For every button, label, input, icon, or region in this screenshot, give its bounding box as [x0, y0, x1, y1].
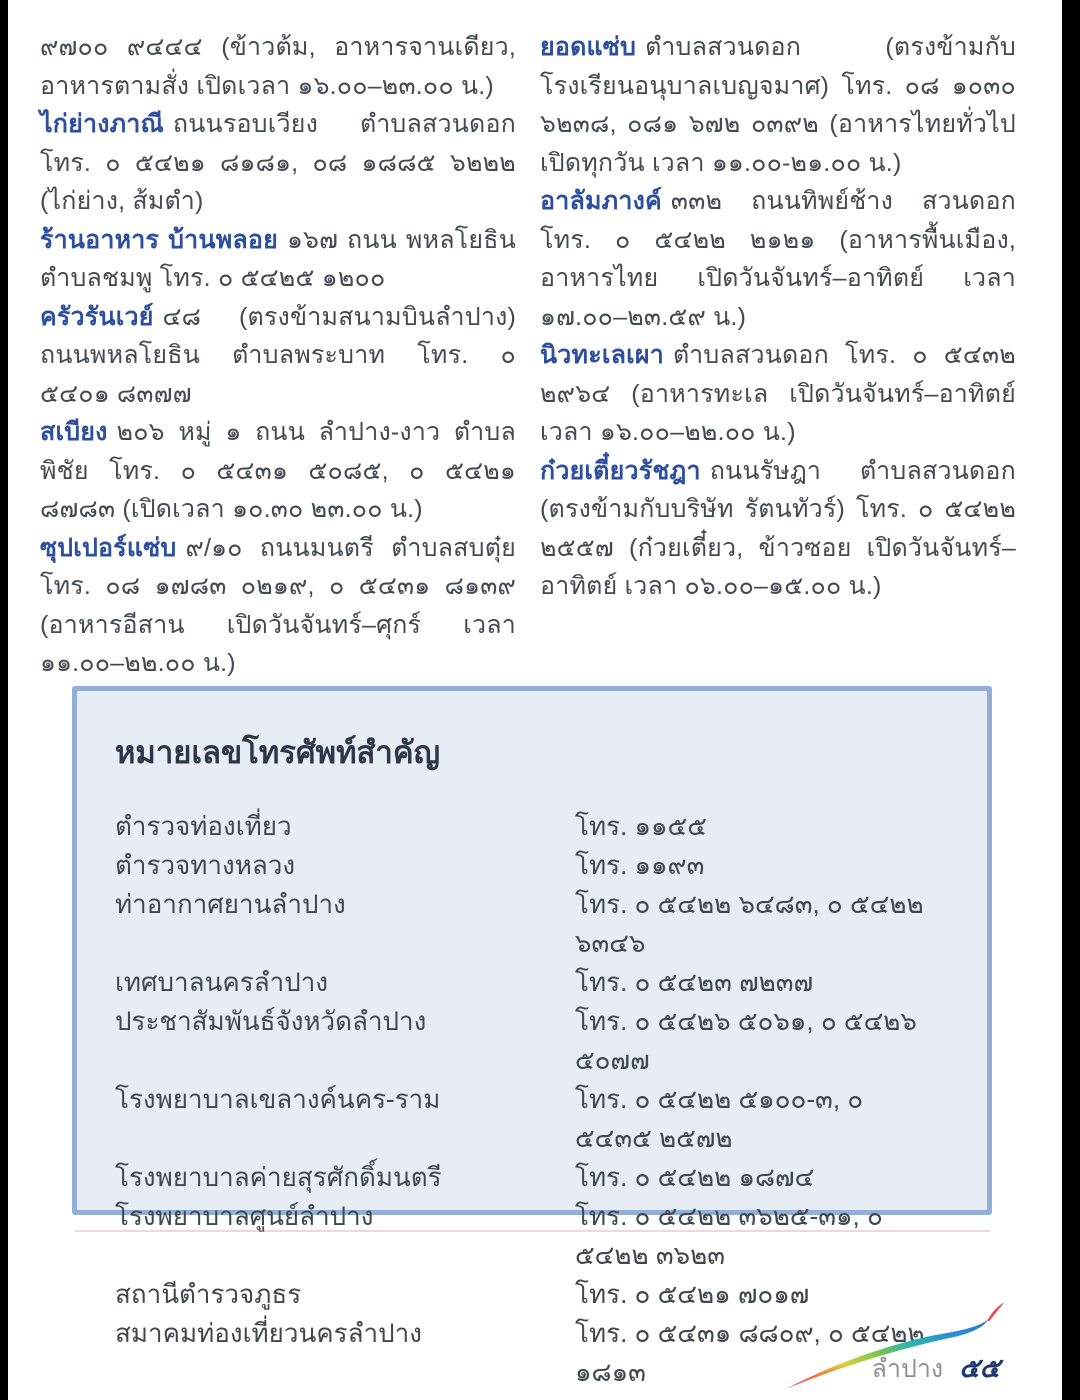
- phone-row: [115, 1080, 947, 1158]
- listing-column-left: [40, 28, 516, 683]
- phone-entity-label: เทศบาลนครลำปาง: [115, 967, 329, 997]
- restaurant-details: ถนนรอบเวียง ตำบลสวนดอก โทร. ๐ ๕๔๒๑ ๘๑๘๑, ๐๘ ๑๘๘๕ ๖๒๒๒ (ไก่ย่าง, ส้มตำ): [40, 110, 516, 215]
- restaurant-entry: [540, 336, 1016, 452]
- phone-number: โทร. ๐ ๕๔๓๑ ๘๘๐๙, ๐ ๕๔๒๒ ๑๘๑๓: [575, 1318, 925, 1387]
- phone-row: [115, 1197, 947, 1275]
- restaurant-name: ก๋วยเตี๋ยวรัชฎา: [540, 456, 701, 485]
- phone-number: โทร. ๐ ๕๔๒๒ ๓๖๒๕-๓๑, ๐ ๕๔๒๒ ๓๖๒๓: [575, 1201, 883, 1270]
- restaurant-name: อาลัมภางค์: [540, 187, 662, 215]
- important-phone-numbers-box: [72, 686, 992, 1387]
- restaurant-name: ยอดแซ่บ: [540, 33, 637, 61]
- phone-entity-label: ท่าอากาศยานลำปาง: [115, 889, 346, 919]
- phone-number: โทร. ๐ ๕๔๒๑ ๗๐๑๗: [575, 1279, 810, 1309]
- restaurant-name: ซุปเปอร์แซ่บ: [40, 533, 177, 562]
- phone-number: โทร. ๐ ๕๔๒๒ ๖๔๘๓, ๐ ๕๔๒๒ ๖๓๔๖: [575, 889, 924, 958]
- restaurant-entry: [40, 529, 516, 683]
- phone-row: [115, 807, 947, 846]
- restaurant-entry: [540, 182, 1016, 336]
- restaurant-listings: [40, 28, 1016, 683]
- phone-number: โทร. ๐ ๕๔๒๒ ๕๑๐๐-๓, ๐ ๕๔๓๕ ๒๕๗๒: [575, 1084, 864, 1153]
- restaurant-name: ร้านอาหาร บ้านพลอย: [40, 225, 278, 254]
- restaurant-name: ไก่ย่างภาณี: [40, 110, 164, 138]
- restaurant-entry: [540, 28, 1016, 182]
- restaurant-details: ๔๘ (ตรงข้ามสนามบินลำปาง) ถนนพหลโยธิน ตำบลพระบาท โทร. ๐ ๕๔๐๑ ๘๓๗๗: [40, 302, 516, 408]
- phone-number: โทร. ๐ ๕๔๒๓ ๗๒๓๗: [575, 967, 814, 997]
- phone-row: [115, 1158, 947, 1197]
- phone-row: [115, 1002, 947, 1080]
- restaurant-details: ๓๓๒ ถนนทิพย์ช้าง สวนดอก โทร. ๐ ๕๔๒๒ ๒๑๒๑ (อาหารพื้นเมือง, อาหารไทย เปิดวันจันทร์–อาทิตย์ เวลา ๑๗.๐๐–๒๓.๕๙ น.): [540, 187, 1016, 331]
- restaurant-details: ๑๖๗ ถนน พหลโยธิน ตำบลชมพู โทร. ๐ ๕๔๒๕ ๑๒๐๐: [40, 225, 516, 292]
- phone-entity-label: ตำรวจท่องเที่ยว: [115, 811, 292, 841]
- phone-row: [115, 963, 947, 1002]
- restaurant-name: สเบียง: [40, 418, 108, 446]
- restaurant-name: นิวทะเลเผา: [540, 341, 664, 369]
- restaurant-entry: [540, 452, 1016, 606]
- restaurant-details: ตำบลสวนดอก (ตรงข้ามกับโรงเรียนอนุบาลเบญจมาศ) โทร. ๐๘ ๑๐๓๐ ๖๒๓๘, ๐๘๑ ๖๗๒ ๐๓๙๒ (อาหารไทยทั่วไป เปิดทุกวัน เวลา ๑๑.๐๐-๒๑.๐๐ น.): [540, 33, 1016, 177]
- restaurant-entry: [40, 105, 516, 221]
- restaurant-entry: [40, 28, 516, 105]
- restaurant-details: ๙/๑๐ ถนนมนตรี ตำบลสบตุ๋ย โทร. ๐๘ ๑๗๘๓ ๐๒๑๙, ๐ ๕๔๓๑ ๘๑๓๙ (อาหารอีสาน เปิดวันจันทร์–ศุกร์ เวลา ๑๑.๐๐–๒๒.๐๐ น.): [40, 533, 516, 677]
- phone-entity-label: โรงพยาบาลเขลางค์นคร-ราม: [115, 1084, 441, 1114]
- phone-entity-label: สถานีตำรวจภูธร: [115, 1279, 302, 1309]
- phone-entity-label: โรงพยาบาลค่ายสุรศักดิ์มนตรี: [115, 1162, 442, 1192]
- scan-edge-right: [1062, 0, 1080, 1400]
- phone-entity-label: โรงพยาบาลศูนย์ลำปาง: [115, 1201, 374, 1231]
- restaurant-name: ครัวรันเวย์: [40, 302, 154, 331]
- restaurant-details: ตำบลสวนดอก โทร. ๐ ๕๔๓๒ ๒๙๖๔ (อาหารทะเล เปิดวันจันทร์–อาทิตย์ เวลา ๑๖.๐๐–๒๒.๐๐ น.): [540, 341, 1016, 446]
- phone-number: โทร. ๑๑๕๕: [575, 811, 707, 841]
- phone-number: โทร. ๐ ๕๔๒๒ ๑๘๗๔: [575, 1162, 815, 1192]
- phone-entity-label: สมาคมท่องเที่ยวนครลำปาง: [115, 1318, 422, 1348]
- restaurant-details: ถนนรัษฎา ตำบลสวนดอก (ตรงข้ามกับบริษัท รัตนทัวร์) โทร. ๐ ๕๔๒๒ ๒๕๕๗ (ก๋วยเตี๋ยว, ข้าวซอย เปิดวันจันทร์–อาทิตย์ เวลา ๐๖.๐๐–๑๕.๐๐ น.): [540, 456, 1016, 600]
- phone-number: โทร. ๑๑๙๓: [575, 850, 705, 880]
- listing-column-right: [540, 28, 1016, 683]
- restaurant-entry: [40, 413, 516, 529]
- phone-entity-label: ตำรวจทางหลวง: [115, 850, 296, 880]
- phone-row: [115, 885, 947, 963]
- restaurant-entry: [40, 298, 516, 414]
- scan-edge-left: [0, 0, 8, 1400]
- restaurant-details: ๒๐๖ หมู่ ๑ ถนน ลำปาง-งาว ตำบล พิชัย โทร. ๐ ๕๔๓๑ ๕๐๘๕, ๐ ๕๔๒๑ ๘๗๘๓ (เปิดเวลา ๑๐.๓๐ ๒๓.๐๐ น.): [40, 418, 516, 523]
- phone-box-title: หมายเลขโทรศัพท์สำคัญ: [115, 735, 440, 770]
- phone-number: โทร. ๐ ๕๔๒๖ ๕๐๖๑, ๐ ๕๔๒๖ ๕๐๗๗: [575, 1006, 917, 1075]
- phone-entity-label: ประชาสัมพันธ์จังหวัดลำปาง: [115, 1006, 427, 1036]
- footer-place-label: ลำปาง: [871, 1355, 944, 1383]
- restaurant-details: ๙๗๐๐ ๙๔๔๔ (ข้าวต้ม, อาหารจานเดียว, อาหารตามสั่ง เปิดเวลา ๑๖.๐๐–๒๓.๐๐ น.): [40, 33, 516, 100]
- restaurant-entry: [40, 221, 516, 298]
- page-footer: [872, 1346, 1000, 1389]
- phone-row: [115, 846, 947, 885]
- faint-divider: [75, 1230, 990, 1232]
- footer-page-number: ๕๕: [959, 1353, 1000, 1383]
